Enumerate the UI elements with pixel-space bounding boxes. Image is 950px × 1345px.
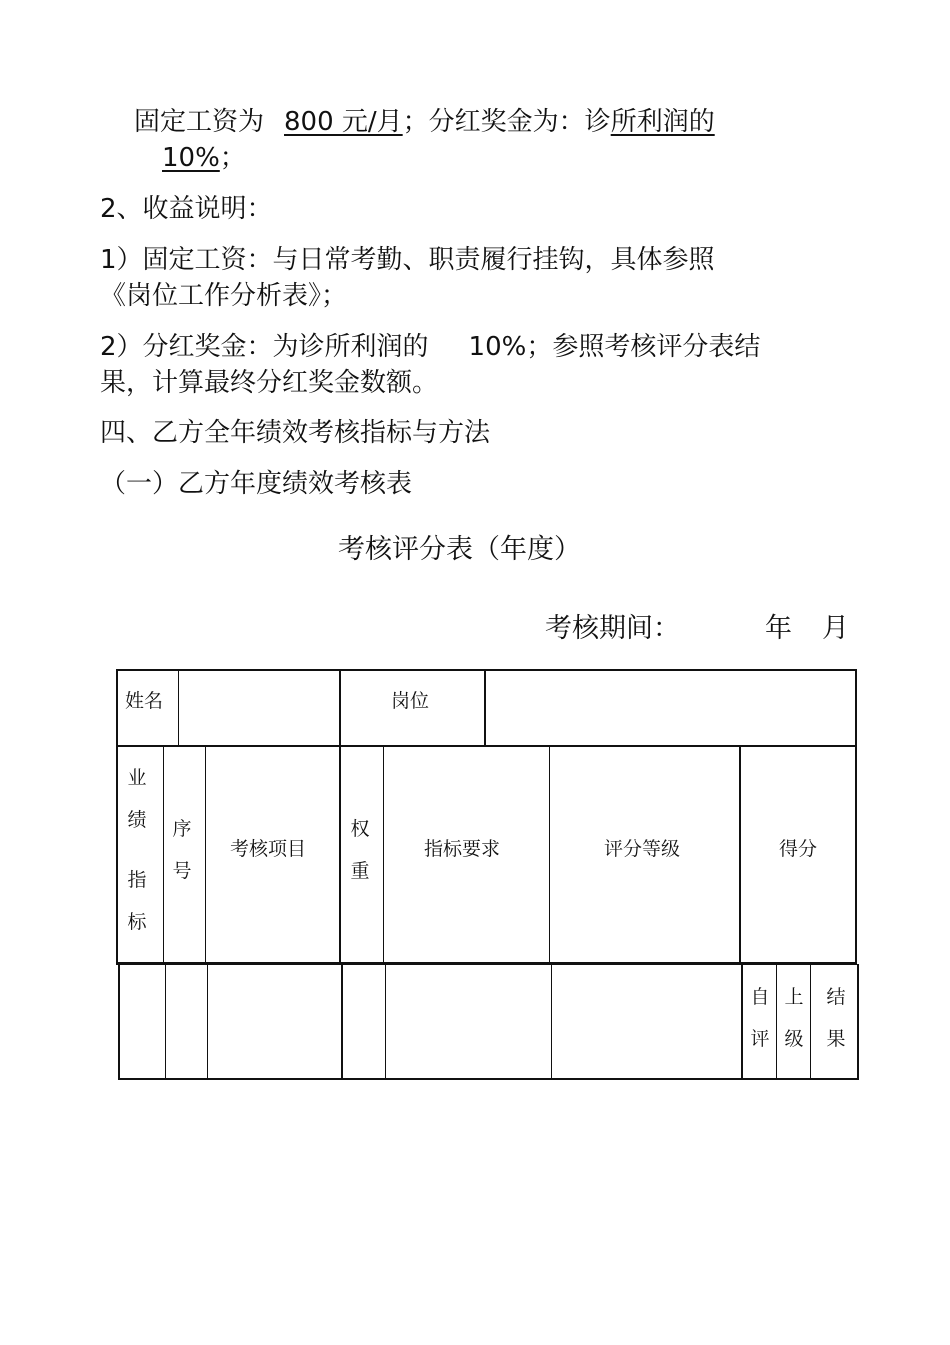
period-label: 考核期间： [545,613,680,644]
requirement-header: 指标要求 [424,838,501,860]
fixed-salary-line1: 1）固定工资：与日常考勤、职责履行挂钩，具体参照 [100,245,715,275]
paragraph-salary [134,105,747,139]
position-label: 岗位 [391,690,430,712]
profit-text: 所利润的 [610,107,715,137]
table-border [116,669,857,671]
subsection-heading: （一）乙方年度绩效考核表 [100,469,413,499]
weight-char-2: 重 [350,860,370,882]
superior-char-1: 上 [784,986,804,1008]
bonus-line2: 果，计算最终分红奖金数额。 [100,368,439,398]
fixed-salary-line2: 《岗位工作分析表》； [100,281,348,311]
bonus-line1 [100,330,760,364]
section-heading-four: 四、乙方全年绩效考核指标与方法 [100,418,491,448]
self-eval-char-1: 自 [750,986,770,1008]
table-border [855,669,857,965]
table-border [383,745,384,964]
table-border [205,745,206,964]
seq-char-2: 号 [172,860,192,882]
item-header: 考核项目 [230,838,307,860]
table-border [118,964,859,965]
table-border [116,669,118,965]
table-border [549,745,550,964]
salary-amount: 800 元/月 [284,107,403,137]
score-header: 得分 [779,838,818,860]
table-border [116,745,857,747]
weight-char-1: 权 [350,818,370,840]
sheet-title: 考核评分表（年度） [338,534,581,565]
table-border [810,964,811,1080]
table-border [857,964,859,1080]
table-border [341,964,343,1080]
table-border [739,745,741,964]
bonus-line1-b: 10%；参照考核评分表结 [468,332,761,362]
category-char-4: 标 [127,911,147,933]
table-border [163,745,164,964]
table-border [385,964,386,1080]
bonus-line1-a: 2）分红奖金：为诊所利润的 [100,332,429,362]
table-border [484,669,486,746]
salary-end: ； [219,143,246,173]
table-border [776,964,777,1080]
table-border [741,964,743,1080]
category-char-2: 绩 [127,809,147,831]
grade-header: 评分等级 [604,838,681,860]
table-border [165,964,166,1080]
table-border [339,669,341,965]
table-border [178,669,179,746]
period-year: 年 [765,613,792,644]
table-border [551,964,552,1080]
seq-char-1: 序 [172,818,192,840]
name-label: 姓名 [125,690,164,712]
paragraph-salary-cont [162,141,246,175]
result-char-2: 果 [826,1028,846,1050]
result-char-1: 结 [826,986,846,1008]
category-char-3: 指 [127,869,147,891]
superior-char-2: 级 [784,1028,804,1050]
salary-mid: ；分红奖金为：诊 [402,107,611,137]
period-month: 月 [822,613,849,644]
category-char-1: 业 [127,767,147,789]
table-border [207,964,208,1080]
table-border [118,964,120,1080]
salary-prefix: 固定工资为 [134,107,265,137]
table-border [118,1078,859,1080]
profit-percent: 10% [162,143,220,173]
income-heading: 2、收益说明： [100,194,273,224]
self-eval-char-2: 评 [750,1028,770,1050]
